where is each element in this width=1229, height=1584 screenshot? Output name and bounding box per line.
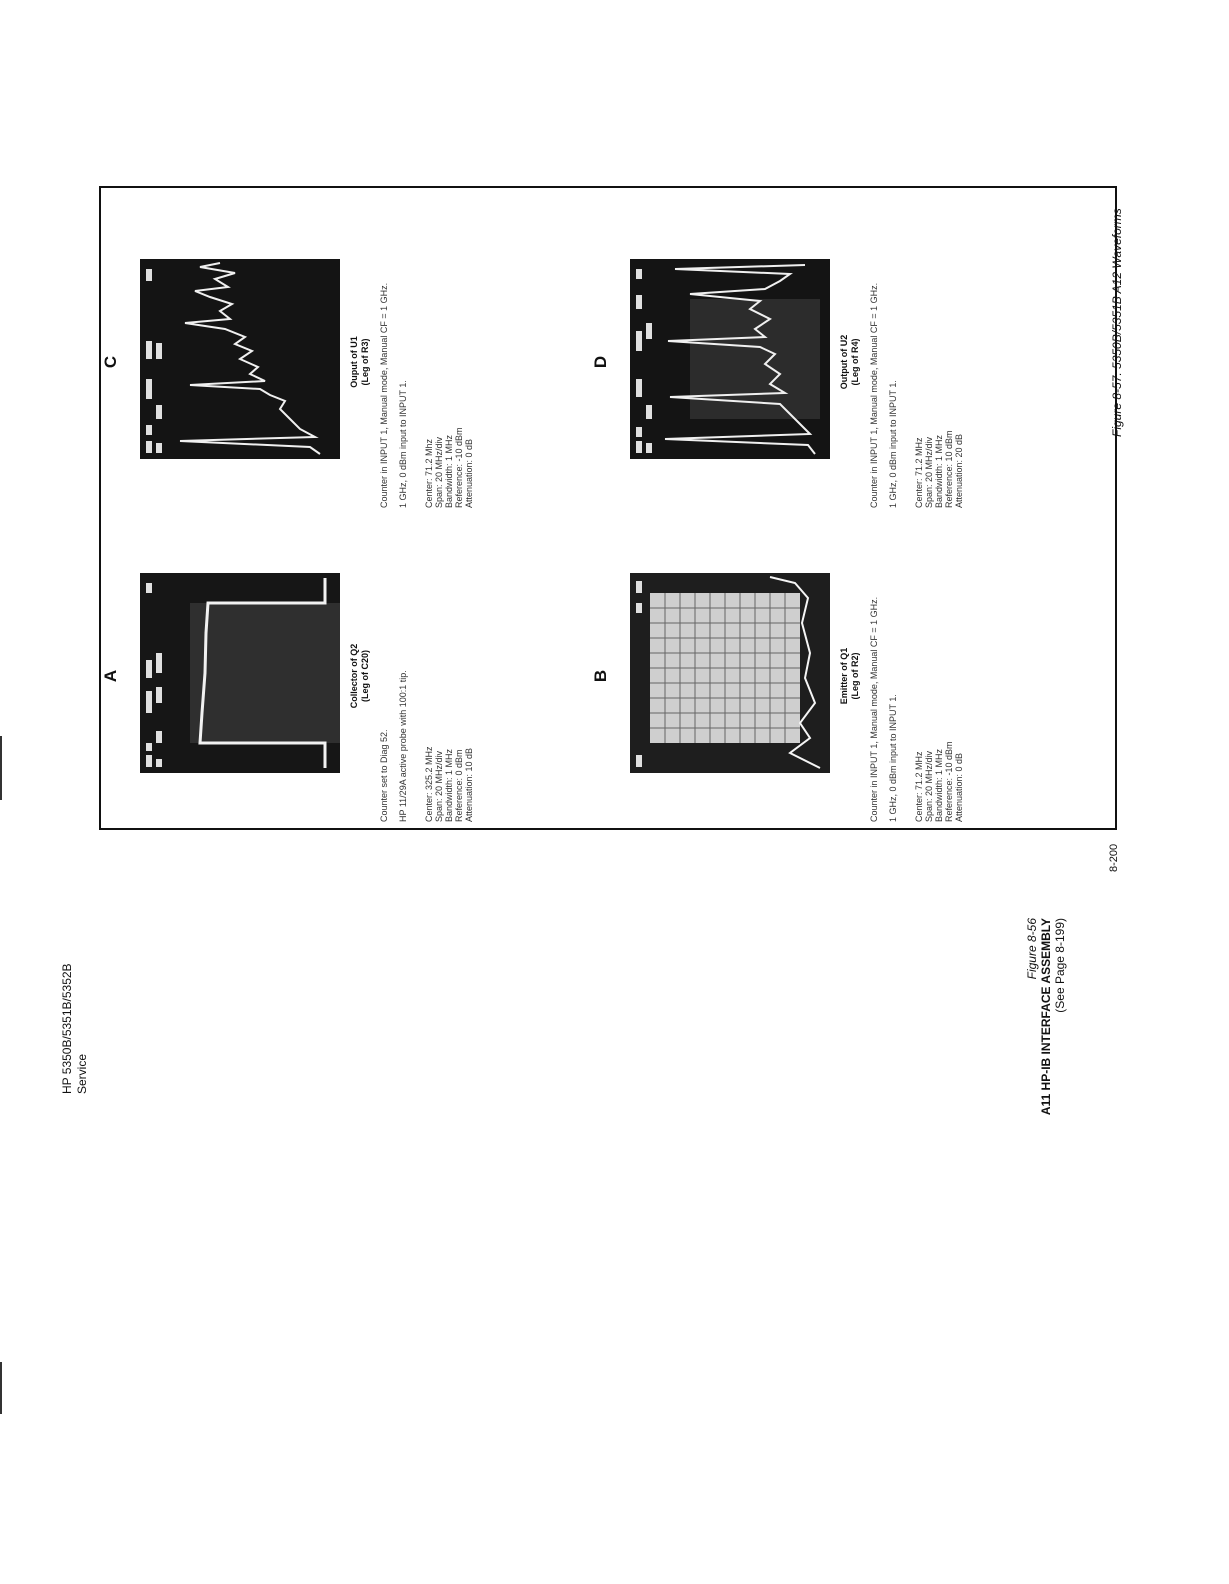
panel-description: HP 11/29A active probe with 100:1 tip. [398,670,408,822]
scan-mark [0,736,2,800]
header-section: Service [75,1053,89,1094]
oscilloscope-screen [630,259,830,459]
scan-mark [0,1362,2,1414]
page-header [60,963,90,1094]
side-caption-reference: (See Page 8-199) [1053,918,1067,1013]
panel-a [101,526,581,826]
oscilloscope-screen [630,573,830,773]
oscilloscope-screen [140,573,340,773]
figure-caption: Figure 8-57. 5350B/5351B A12 Waveforms [1110,208,1124,437]
side-caption-block [1025,918,1067,1168]
page-number: 8-200 [1108,843,1120,872]
panel-d [591,212,1071,512]
panel-title: Ouput of U1 (Leg of R3) [349,336,370,388]
panel-description: Counter in INPUT 1, Manual mode, Manual CF = 1 GHz. [869,596,879,822]
panel-parameters: Center: 71.2 Mhz Span: 20 MHz/div Bandwidth: 1 MHz Reference: -10 dBm Attenuation: 0 dB [424,427,474,508]
panel-b [591,526,1071,826]
panel-letter: C [101,355,120,369]
panel-title: Collector of Q2 (Leg of C20) [349,643,370,709]
oscilloscope-screen [140,259,340,459]
panel-description: 1 GHz, 0 dBm input to INPUT 1. [888,694,898,822]
panel-parameters: Center: 71.2 MHz Span: 20 MHz/div Bandwidth: 1 MHz Reference: -10 dBm Attenuation: 0 dB [914,741,964,822]
panel-title: Output of U2 (Leg of R4) [839,334,860,390]
figure-frame [99,186,1117,830]
panel-title: Emitter of Q1 (Leg of R2) [839,647,860,705]
panel-description: Counter in INPUT 1, Manual mode, Manual CF = 1 GHz. [869,282,879,508]
panel-letter: D [591,355,610,369]
panel-letter: B [591,669,610,683]
panel-parameters: Center: 71.2 MHz Span: 20 MHz/div Bandwidth: 1 MHz Reference: 10 dBm Attenuation: 20 dB [914,430,964,508]
panel-letter: A [101,669,120,683]
rotated-page [60,95,1124,1095]
panel-parameters: Center: 325.2 MHz Span: 20 MHz/div Bandwidth: 1 MHz Reference: 0 dBm Attenuation: 10 dB [424,746,474,822]
panel-description: Counter in INPUT 1, Manual mode, Manual CF = 1 GHz. [379,282,389,508]
header-model: HP 5350B/5351B/5352B [60,963,74,1094]
panel-c [101,212,581,512]
panel-description: 1 GHz, 0 dBm input to INPUT 1. [398,380,408,508]
side-caption-title: A11 HP-IB INTERFACE ASSEMBLY [1039,918,1053,1116]
panel-description: 1 GHz, 0 dBm input to INPUT 1. [888,380,898,508]
panel-description: Counter set to Diag 52. [379,729,389,822]
side-caption-figure: Figure 8-56 [1025,918,1039,980]
